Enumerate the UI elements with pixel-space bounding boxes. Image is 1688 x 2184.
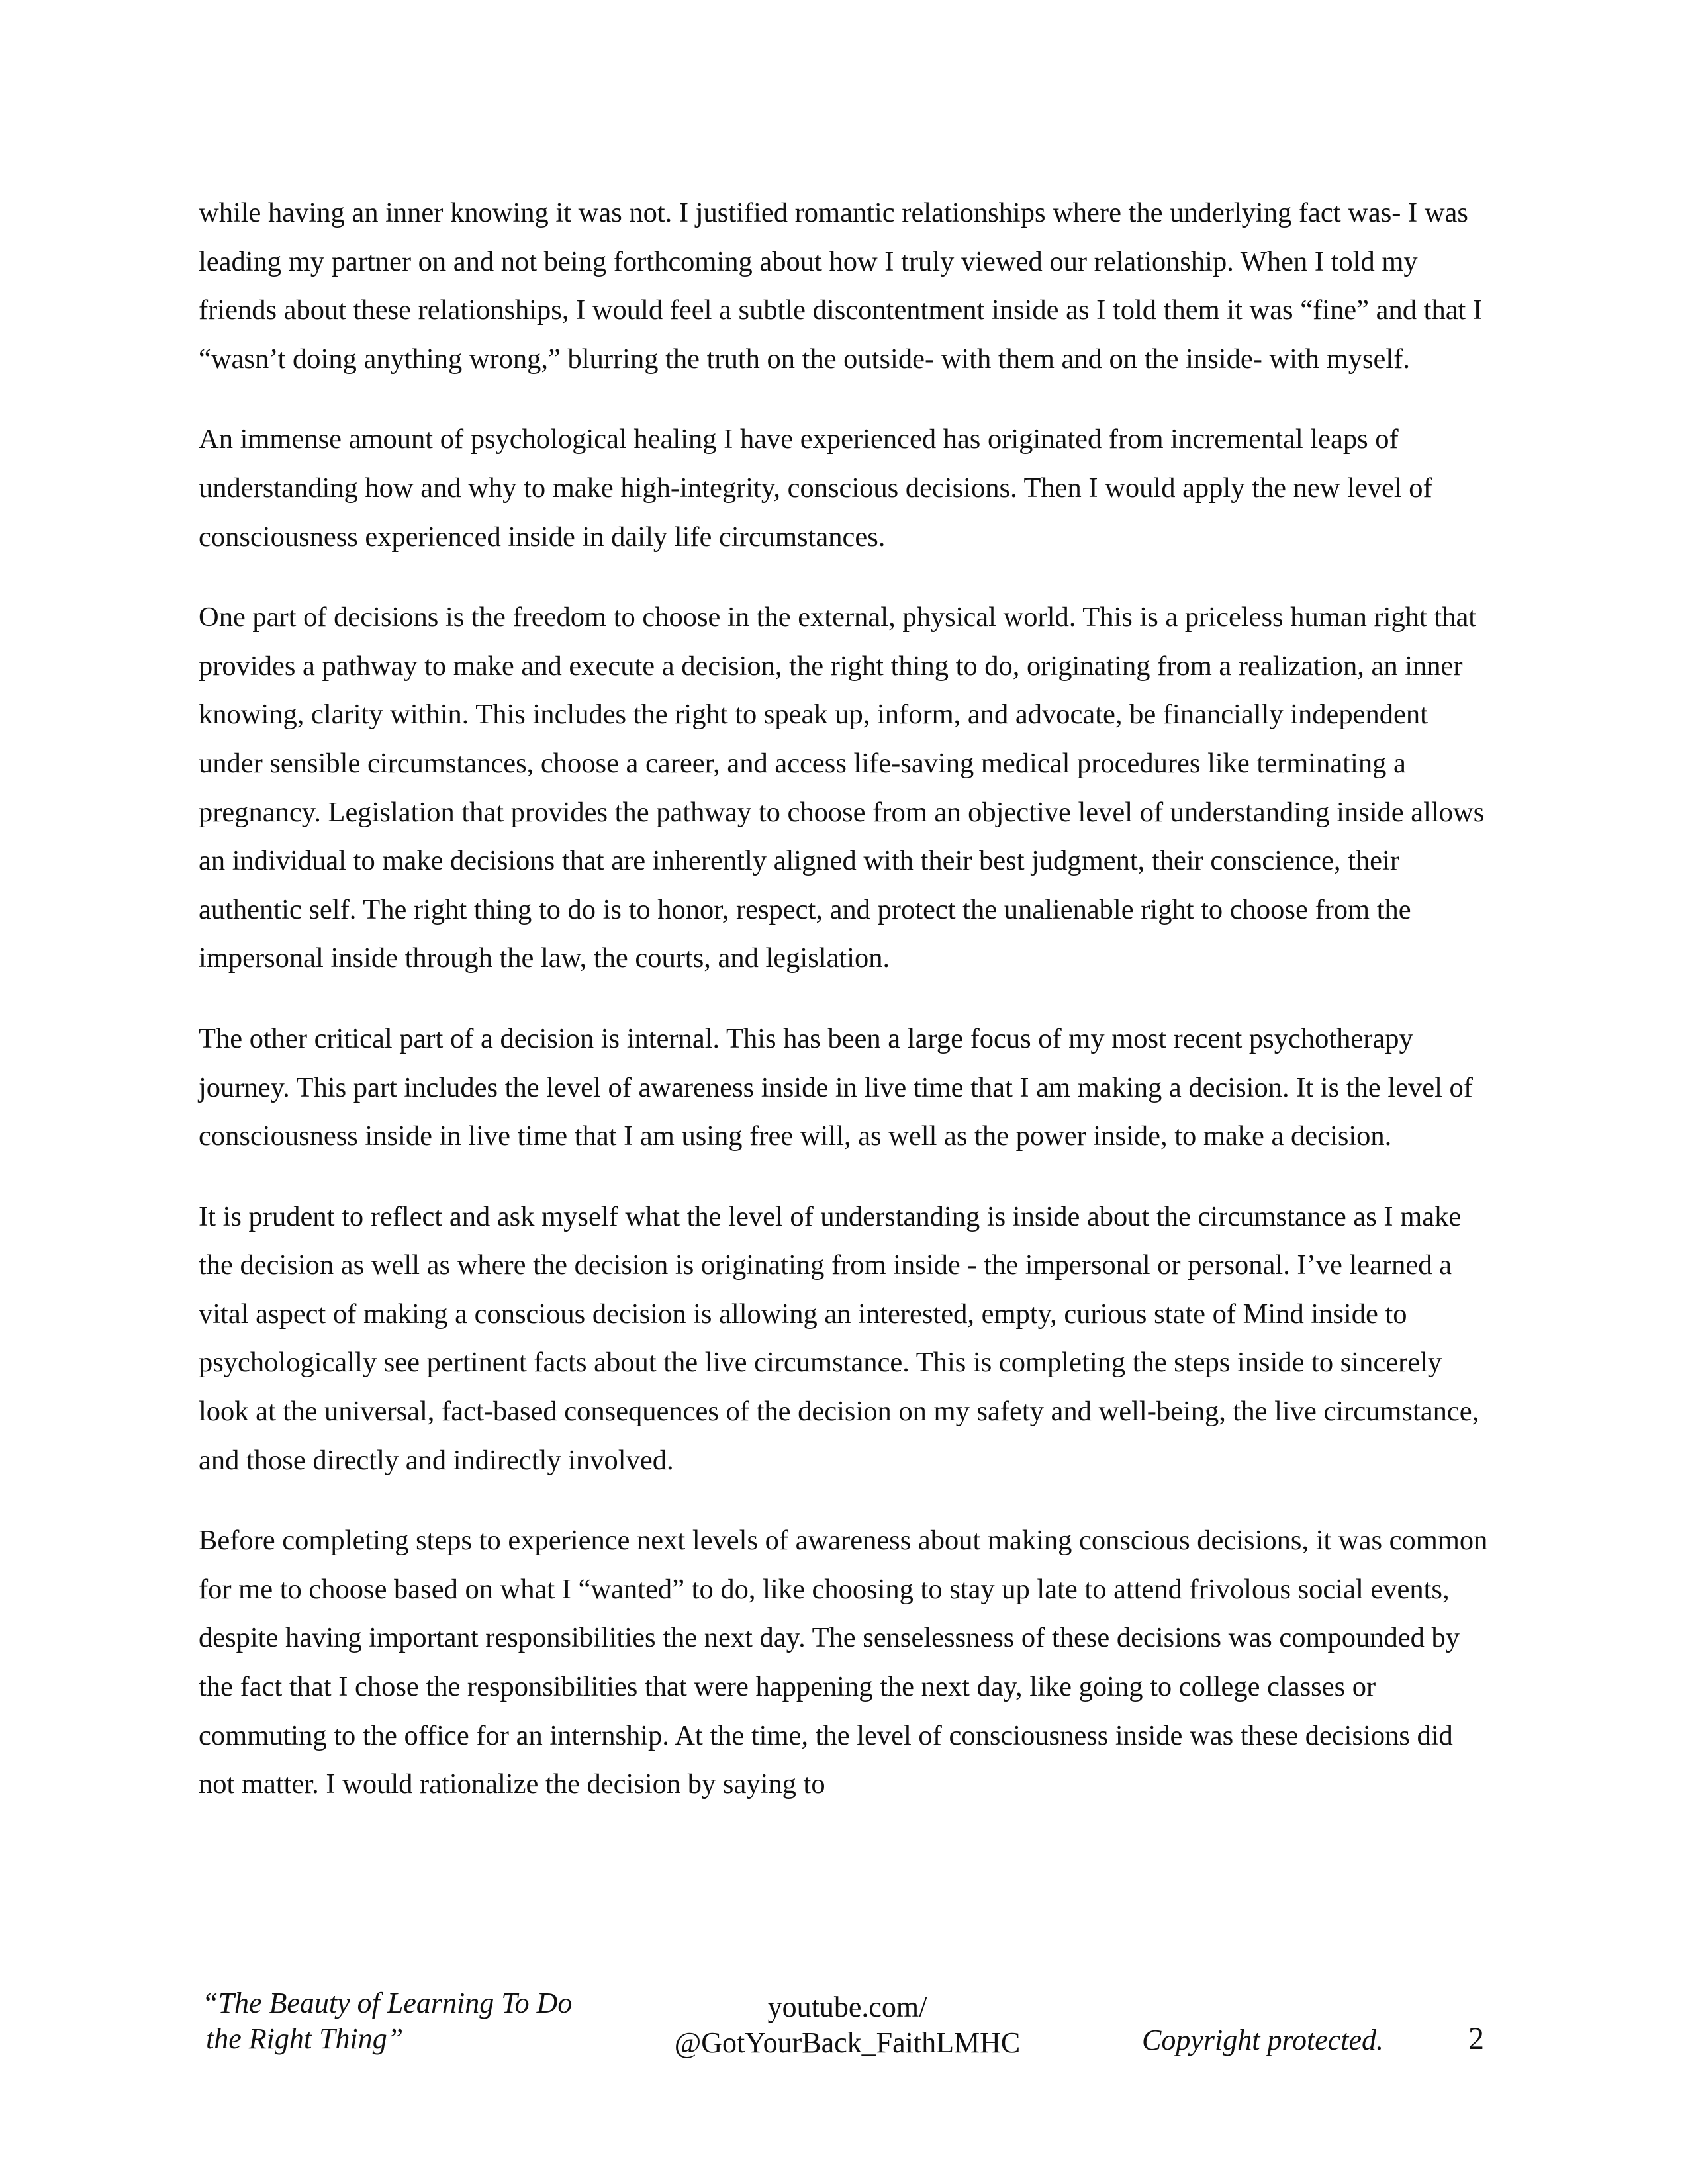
footer-channel-line-1: youtube.com/ — [767, 1991, 927, 2023]
document-body — [199, 189, 1489, 1841]
footer-channel-line-2: @GotYourBack_FaithLMHC — [674, 2026, 1021, 2059]
paragraph-3: One part of decisions is the freedom to choose in the external, physical world. This is a priceless human right that provides a pathway to make and execute a decision, the right thing to do, originating from a realization, an inner knowing, clarity within. This includes the right to speak up, inform, and advocate, be financially independent under sensible circumstances, choose a career, and access life-saving medical procedures like terminating a pregnancy. Legislation that provides the pathway to choose from an objective level of understanding inside allows an individual to make decisions that are inherently aligned with their best judgment, their conscience, their authentic self. The right thing to do is to honor, respect, and protect the unalienable right to choose from the impersonal inside through the law, the courts, and legislation. — [199, 602, 1485, 974]
paragraph-6: Before completing steps to experience next levels of awareness about making conscious decisions, it was common for me to choose based on what I “wanted” to do, like choosing to stay up late to attend frivolous social events, despite having important responsibilities the next day. The senselessness of these decisions was compounded by the fact that I chose the responsibilities that were happening the next day, like going to college classes or commuting to the office for an internship. At the time, the level of consciousness inside was these decisions did not matter. I would rationalize the decision by saying to — [199, 1525, 1488, 1800]
paragraph-2: An immense amount of psychological healing I have experienced has originated from incremental leaps of understanding how and why to make high-integrity, conscious decisions. Then I would apply the new level of consciousness experienced inside in daily life circumstances. — [199, 424, 1432, 553]
paragraph-1: while having an inner knowing it was not. I justified romantic relationships where the underlying fact was- I was leading my partner on and not being forthcoming about how I truly viewed our relationship. When I told my friends about these relationships, I would feel a subtle discontentment inside as I told them it was “fine” and that I “wasn’t doing anything wrong,” blurring the truth on the outside- with them and on the inside- with myself. — [199, 197, 1483, 375]
page-number: 2 — [1468, 2021, 1484, 2056]
footer-title-line-2: the Right Thing” — [206, 2023, 404, 2055]
footer-copyright: Copyright protected. — [1142, 2024, 1383, 2056]
paragraph-5: It is prudent to reflect and ask myself what the level of understanding is inside about the circumstance as I make the decision as well as where the decision is originating from inside - the impersonal or personal. I’ve learned a vital aspect of making a conscious decision is allowing an interested, empty, curious state of Mind inside to psychologically see pertinent facts about the live circumstance. This is completing the steps inside to sincerely look at the universal, fact-based consequences of the decision on my safety and well-being, the live circumstance, and those directly and indirectly involved. — [199, 1201, 1479, 1476]
paragraph-4: The other critical part of a decision is internal. This has been a large focus of my most recent psychotherapy journey. This part includes the level of awareness inside in live time that I am making a decision. It is the level of consciousness inside in live time that I am using free will, as well as the power inside, to make a decision. — [199, 1023, 1473, 1152]
footer-document-title — [202, 1985, 572, 2057]
footer-channel-link — [662, 1989, 1033, 2061]
footer-title-line-1: “The Beauty of Learning To Do — [202, 1987, 573, 2019]
